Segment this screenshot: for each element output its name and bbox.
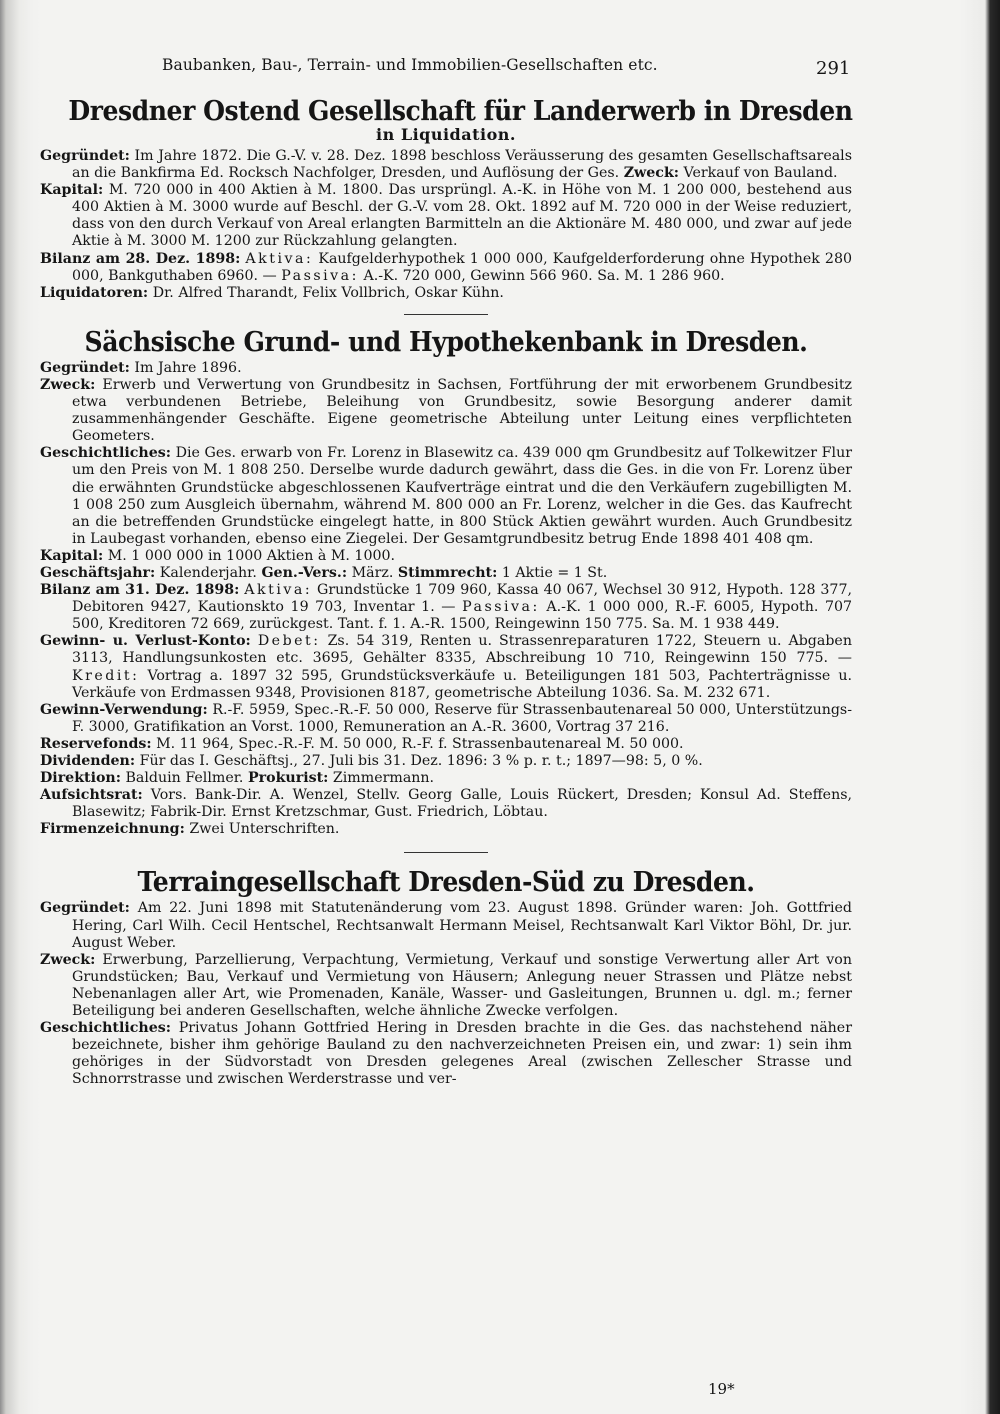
entry-terraingesellschaft-dresden-sued	[40, 867, 852, 1088]
field-label: Gewinn-Verwendung:	[40, 701, 208, 718]
entry-dresdner-ostend	[40, 96, 852, 302]
entry-title: Terraingesellschaft Dresden-Süd zu Dresden.	[137, 867, 755, 899]
field-text: Vortrag a. 1897 32 595, Grundstücksverkäufe u. Beteiligungen 181 503, Pachterträgnisse u. Verkäufe von Erdmassen 9348, Provisionen 8187, geometrische Abteilung 1036. Sa. M. 232 671.	[72, 667, 852, 701]
entry-saechsische-grund	[40, 327, 852, 839]
field-label: Bilanz am 31. Dez. 1898:	[40, 582, 240, 599]
field-sublabel: Passiva:	[462, 599, 540, 616]
scan-binding-edge	[0, 0, 30, 1414]
field-geschichtliches	[40, 1020, 852, 1088]
field-gegruendet	[40, 360, 852, 377]
field-zweck	[40, 952, 852, 1020]
field-text: Kalenderjahr.	[159, 564, 257, 581]
field-label: Zweck:	[40, 376, 96, 393]
field-text: Erwerb und Verwertung von Grundbesitz in Sachsen, Fortführung der mit erworbenem Grundbesitz etwa verbundenen Betriebe, Beleihung von Grundbesitz, sowie Besorgung anderer damit zusammenhängender Geschäfte. Eigene geometrische Abteilung unter Leitung eines verpflichteten Geometers.	[72, 376, 853, 445]
field-label: Direktion:	[40, 770, 121, 787]
entry-title: Dresdner Ostend Gesellschaft für Landerwerb in Dresden	[68, 96, 853, 127]
field-text: Kaufgelderhypothek 1 000 000, Kaufgelderforderung ohne Hypothek 280 000, Bankguthaben 6960. —	[72, 250, 853, 284]
field-label: Bilanz am 28. Dez. 1898:	[40, 250, 241, 267]
field-text: Am 22. Juni 1898 mit Statutenänderung vom 23. August 1898. Gründer waren: Joh. Gottfried Hering, Carl Wilh. Cecil Hentschel, Rechtsanwalt Hermann Meisel, Rechtsanwalt Karl Viktor Böhl, Dr. jur. August Weber.	[72, 900, 852, 951]
field-label: Gen.-Vers.:	[261, 564, 348, 581]
field-label: Zweck:	[623, 165, 680, 182]
field-text: A.-K. 720 000, Gewinn 566 960. Sa. M. 1 286 960.	[363, 267, 725, 284]
page-content	[40, 96, 852, 1089]
field-text: M. 11 964, Spec.-R.-F. M. 50 000, R.-F. f. Strassenbautenareal M. 50 000.	[156, 735, 684, 752]
field-aufsichtsrat	[40, 787, 852, 821]
divider	[404, 314, 488, 315]
field-text: Die Ges. erwarb von Fr. Lorenz in Blasewitz ca. 439 000 qm Grundbesitz auf Tolkewitzer Flur um den Preis von M. 1 808 250. Derselbe wurde dadurch gewährt, dass die Ges. in die von Fr. Lorenz über die erwähnten Grundstücke abgeschlossenen Kaufverträge eintrat und die den Verkäufern zugebilligten M. 1 008 250 zum Ausgleich übernahm, während M. 800 000 an Fr. Lorenz, welcher in die Ges. das Kaufrecht an die betreffenden Grundstücke eingelegt hatte, in 800 Stück Aktien gewährt wurden. Auch Grundbesitz in Laubegast vorhanden, ebenso eine Ziegelei. Der Gesamtgrundbesitz betrug Ende 1898 401 408 qm.	[72, 445, 852, 547]
field-sublabel: Aktiva:	[244, 582, 313, 599]
field-label: Gewinn- u. Verlust-Konto:	[40, 633, 251, 650]
field-geschaeftsjahr	[40, 565, 852, 582]
field-gewinn-verwendung	[40, 702, 852, 736]
field-text: Zimmermann.	[332, 770, 435, 787]
field-label: Geschichtliches:	[40, 445, 171, 462]
field-sublabel: Passiva:	[281, 267, 359, 284]
field-text: 1 Aktie = 1 St.	[501, 564, 608, 581]
field-text: März.	[351, 564, 394, 581]
field-label: Gegründet:	[40, 900, 130, 917]
field-text: M. 720 000 in 400 Aktien à M. 1800. Das ursprüngl. A.-K. in Höhe von M. 1 200 000, bestehend aus 400 Aktien à M. 3000 wurde auf Beschl. der G.-V. vom 28. Okt. 1892 auf M. 720 000 in der Weise reduziert, dass von den durch Verkauf von Areal erlangten Barmitteln an die Aktionäre M. 480 000, und zwar auf jede Aktie à M. 3000 M. 1200 zur Rückzahlung gelangten.	[72, 182, 852, 250]
field-bilanz	[40, 251, 852, 285]
field-label: Kapital:	[40, 182, 104, 199]
entry-title: Sächsische Grund- und Hypothekenbank in Dresden.	[84, 326, 808, 358]
field-label: Aufsichtsrat:	[40, 787, 143, 804]
field-sublabel: Kredit:	[72, 667, 140, 684]
signature-mark: 19*	[708, 1380, 735, 1398]
field-text: M. 1 000 000 in 1000 Aktien à M. 1000.	[107, 547, 396, 564]
field-text: Balduin Fellmer.	[125, 770, 244, 787]
field-text: Zwei Unterschriften.	[189, 821, 340, 838]
field-kapital	[40, 182, 852, 250]
field-gewinn-verlust	[40, 633, 852, 701]
field-gegruendet	[40, 148, 852, 182]
field-label: Reservefonds:	[40, 735, 152, 752]
field-text: Dr. Alfred Tharandt, Felix Vollbrich, Oskar Kühn.	[152, 284, 504, 301]
field-text: Grundstücke 1 709 960, Kassa 40 067, Wechsel 30 912, Hypoth. 128 377, Debitoren 9427, Kautionskto 19 703, Inventar 1. —	[72, 582, 852, 616]
page-number: 291	[816, 58, 851, 79]
field-text: Im Jahre 1896.	[134, 359, 242, 376]
field-liquidatoren	[40, 285, 852, 302]
field-label: Kapital:	[40, 547, 104, 564]
field-label: Geschichtliches:	[40, 1020, 171, 1037]
field-text: Erwerbung, Parzellierung, Verpachtung, Vermietung, Verkauf und sonstige Verwertung aller Art von Grundstücken; Bau, Verkauf und Vermietung von Häusern; Anlegung neuer Strassen und Plätze nebst Nebenanlagen aller Art, wie Promenaden, Kanäle, Wasser- und Gasleitungen, Brunnen u. dgl. m.; ferner Beteiligung bei anderen Gesellschaften, welche ähnliche Zwecke verfolgen.	[72, 951, 852, 1020]
field-direktion	[40, 770, 852, 787]
field-label: Geschäftsjahr:	[40, 564, 156, 581]
field-kapital	[40, 548, 852, 565]
field-gegruendet	[40, 900, 852, 951]
entry-subtitle: in Liquidation.	[376, 125, 516, 144]
field-label: Gegründet:	[40, 359, 130, 376]
field-text: R.-F. 5959, Spec.-R.-F. 50 000, Reserve für Strassenbautenareal 50 000, Unterstützungs-F. 3000, Gratifikation an Vorst. 1000, Remuneration an A.-R. 3600, Vortrag 37 216.	[72, 701, 853, 735]
field-text: A.-K. 1 000 000, R.-F. 6005, Hypoth. 707 500, Kreditoren 72 669, zurückgest. Tant. f. 1. A.-R. 1500, Reingewinn 150 775. Sa. M. 1 938 449.	[72, 599, 853, 633]
field-label: Zweck:	[40, 951, 96, 968]
field-firmenzeichnung	[40, 821, 852, 838]
field-sublabel: Aktiva:	[245, 250, 314, 267]
field-label: Prokurist:	[247, 770, 329, 787]
field-zweck	[40, 377, 852, 445]
field-bilanz	[40, 582, 852, 633]
field-label: Liquidatoren:	[40, 284, 149, 301]
field-text: Vors. Bank-Dir. A. Wenzel, Stellv. Georg Galle, Louis Rückert, Dresden; Konsul Ad. Steffens, Blasewitz; Fabrik-Dir. Ernst Kretzschmar, Gust. Friedrich, Löbtau.	[72, 787, 853, 821]
field-reservefonds	[40, 736, 852, 753]
field-label: Firmenzeichnung:	[40, 821, 185, 838]
field-sublabel: Debet:	[257, 633, 321, 650]
field-label: Stimmrecht:	[397, 564, 498, 581]
divider	[404, 852, 488, 853]
running-head: Baubanken, Bau-, Terrain- und Immobilien-Gesellschaften etc.	[162, 56, 658, 74]
field-text: Für das I. Geschäftsj., 27. Juli bis 31. Dez. 1896: 3 % p. r. t.; 1897—98: 5, 0 %.	[139, 753, 703, 769]
field-text: Zs. 54 319, Renten u. Strassenreparaturen 1722, Steuern u. Abgaben 3113, Handlungsunkosten etc. 3695, Gehälter 8335, Abschreibung 10 710, Reingewinn 150 775. —	[72, 633, 852, 667]
field-dividenden	[40, 753, 852, 770]
field-geschichtliches	[40, 445, 852, 548]
field-label: Gegründet:	[40, 148, 130, 164]
field-text: Im Jahre 1872. Die G.-V. v. 28. Dez. 1898 beschloss Veräusserung des gesamten Gesellschaftsareals an die Bankfirma Ed. Rocksch Nachfolger, Dresden, und Auflösung der Ges.	[72, 148, 852, 182]
field-text: Privatus Johann Gottfried Hering in Dresden brachte in die Ges. das nachstehend näher bezeichnete, bisher ihm gehörige Bauland zu den nachverzeichneten Preisen ein, und zwar: 1) sein ihm gehöriges in der Südvorstadt von Dresden gelegenes Areal (zwischen Zellescher Strasse und Schnorrstrasse und zwischen Werderstrasse und ver-	[72, 1020, 852, 1088]
field-label: Dividenden:	[40, 753, 136, 769]
field-text: Verkauf von Bauland.	[683, 165, 838, 182]
